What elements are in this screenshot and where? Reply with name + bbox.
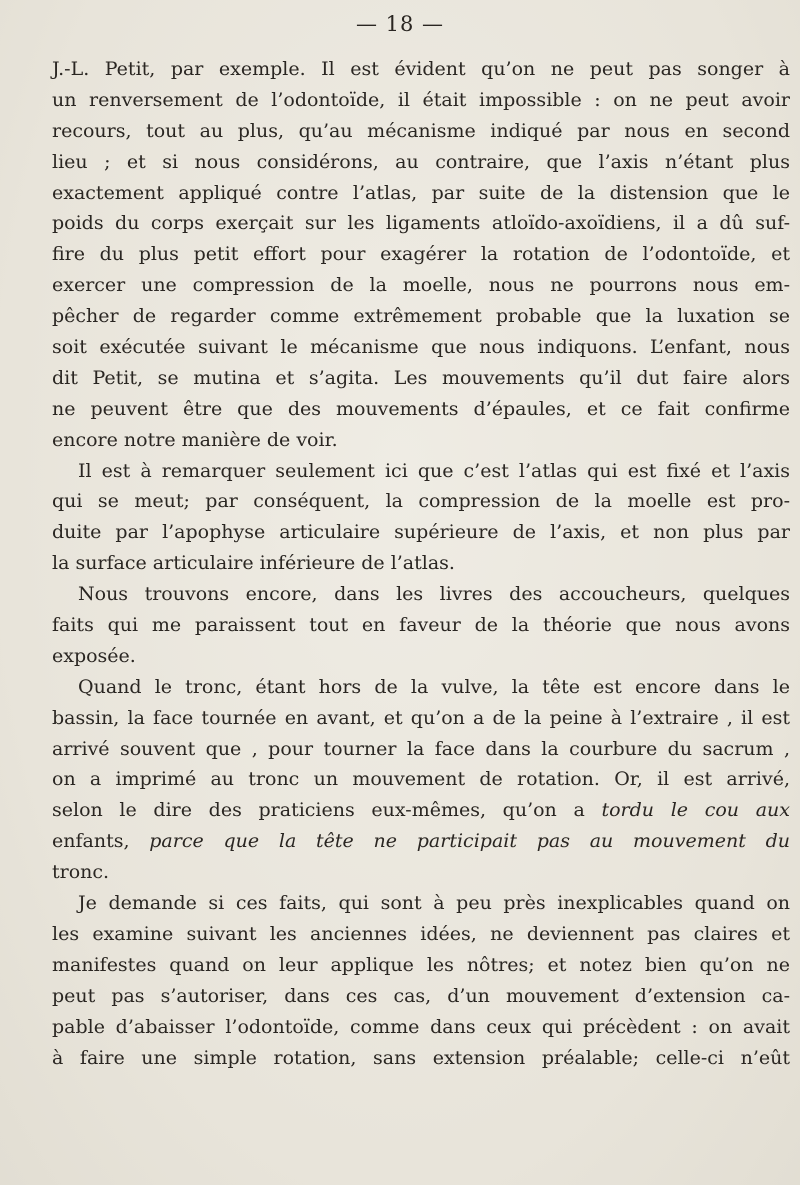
- text-line: fire du plus petit effort pour exagérer la rotation de l’odontoïde, et: [52, 243, 790, 266]
- text-line: enfants, parce que la tête ne participait pas au mouvement du: [52, 830, 790, 853]
- text-line: Il est à remarquer seulement ici que c’est l’atlas qui est fixé et l’axis: [78, 459, 790, 482]
- text-line: à faire une simple rotation, sans extension préalable; celle-ci n’eût: [52, 1046, 790, 1069]
- text-line: poids du corps exerçait sur les ligaments atloïdo-axoïdiens, il a dû suf-: [52, 212, 790, 235]
- text-line: arrivé souvent que , pour tourner la face dans la courbure du sacrum ,: [52, 737, 790, 760]
- text-line: ne peuvent être que des mouvements d’épaules, et ce fait confirme: [52, 397, 790, 420]
- text-line: Quand le tronc, étant hors de la vulve, la tête est encore dans le: [78, 675, 790, 698]
- text-line: soit exécutée suivant le mécanisme que nous indiquons. L’enfant, nous: [52, 336, 790, 359]
- text-line: exactement appliqué contre l’atlas, par suite de la distension que le: [52, 181, 790, 204]
- text-line: manifestes quand on leur applique les nôtres; et notez bien qu’on ne: [52, 953, 790, 976]
- body-text: [52, 54, 790, 1073]
- page-number: — 18 —: [355, 12, 445, 36]
- text-line: pable d’abaisser l’odontoïde, comme dans ceux qui précèdent : on avait: [52, 1015, 790, 1038]
- text-line: qui se meut; par conséquent, la compression de la moelle est pro-: [52, 490, 790, 513]
- text-line: peut pas s’autoriser, dans ces cas, d’un mouvement d’extension ca-: [52, 984, 790, 1007]
- text-line: un renversement de l’odontoïde, il était impossible : on ne peut avoir: [52, 88, 790, 111]
- text-line: selon le dire des praticiens eux-mêmes, qu’on a tordu le cou aux: [52, 799, 790, 822]
- text-line: exposée.: [52, 644, 136, 667]
- text-line: dit Petit, se mutina et s’agita. Les mouvements qu’il dut faire alors: [52, 366, 790, 389]
- text-line: recours, tout au plus, qu’au mécanisme indiqué par nous en second: [52, 119, 790, 142]
- text-line: pêcher de regarder comme extrêmement probable que la luxation se: [52, 305, 790, 328]
- text-line: Je demande si ces faits, qui sont à peu près inexplicables quand on: [78, 892, 790, 915]
- text-line: on a imprimé au tronc un mouvement de rotation. Or, il est arrivé,: [52, 768, 790, 791]
- text-line: faits qui me paraissent tout en faveur de la théorie que nous avons: [52, 614, 790, 637]
- italic-text: parce que la tête ne participait pas au mouvement du: [129, 830, 790, 853]
- text-line: exercer une compression de la moelle, nous ne pourrons nous em-: [52, 274, 790, 297]
- text-line: tronc.: [52, 861, 110, 884]
- text-line: Nous trouvons encore, dans les livres des accoucheurs, quelques: [78, 583, 790, 606]
- text-line: lieu ; et si nous considérons, au contraire, que l’axis n’étant plus: [52, 150, 790, 173]
- text-line: encore notre manière de voir.: [52, 428, 338, 451]
- text-line: les examine suivant les anciennes idées, ne deviennent pas claires et: [52, 922, 790, 945]
- text-line: la surface articulaire inférieure de l’atlas.: [52, 552, 455, 575]
- text-line: bassin, la face tournée en avant, et qu’on a de la peine à l’extraire , il est: [52, 706, 790, 729]
- text-line: J.-L. Petit, par exemple. Il est évident qu’on ne peut pas songer à: [52, 58, 790, 80]
- italic-text: tordu le cou aux: [601, 799, 790, 822]
- text-line: duite par l’apophyse articulaire supérieure de l’axis, et non plus par: [52, 521, 790, 544]
